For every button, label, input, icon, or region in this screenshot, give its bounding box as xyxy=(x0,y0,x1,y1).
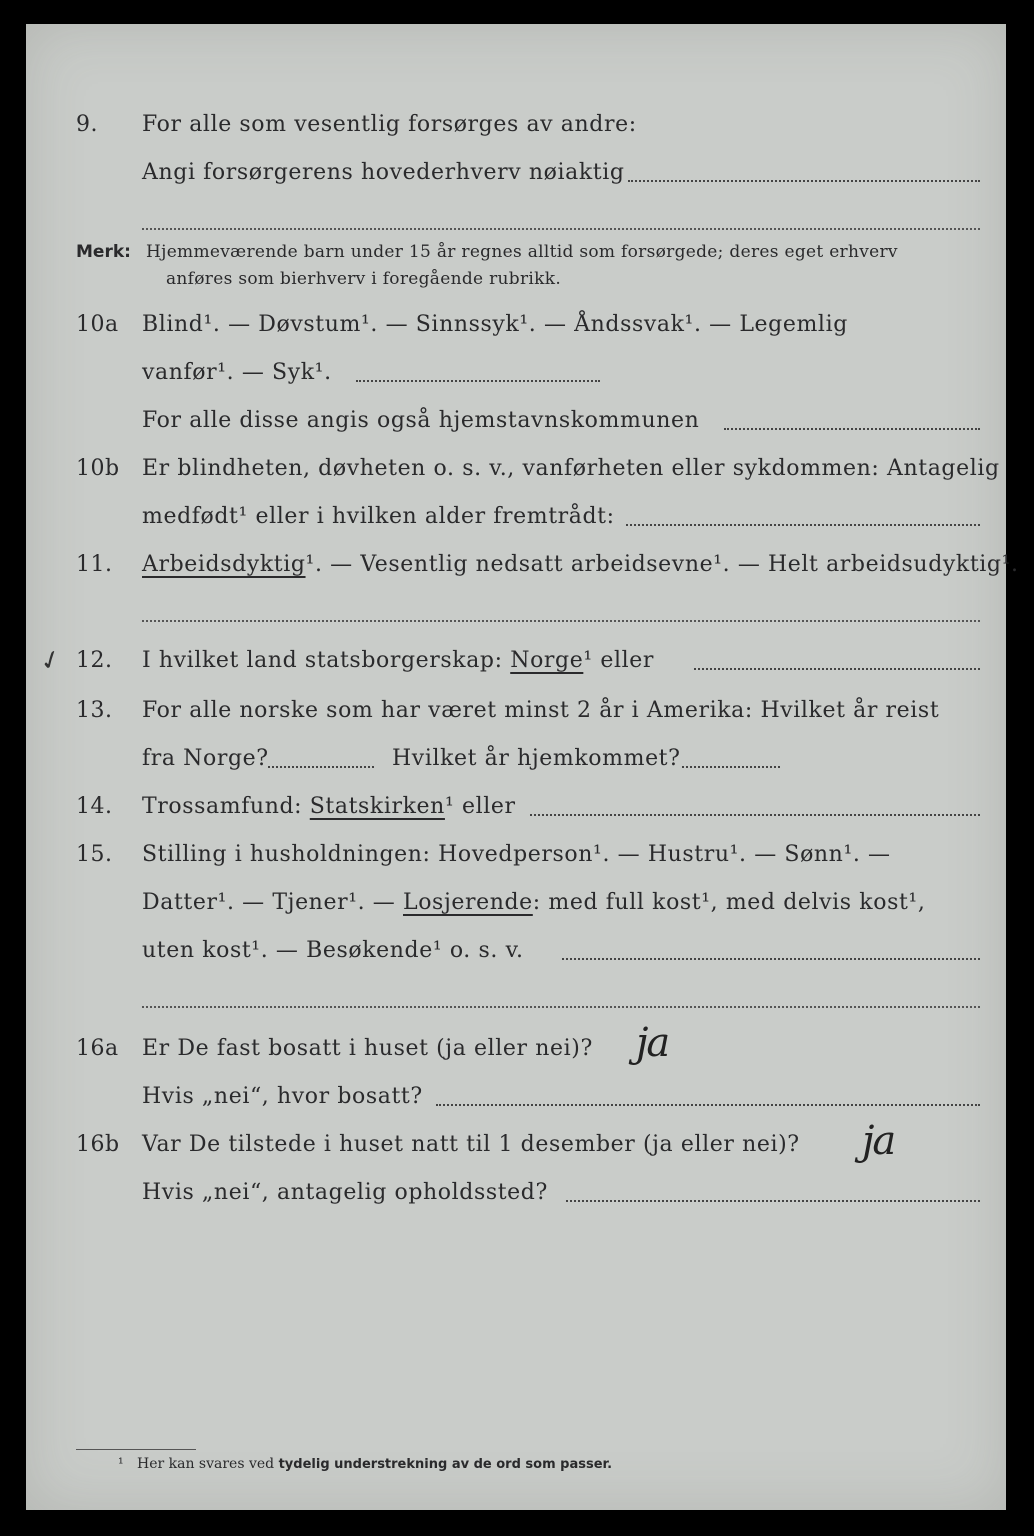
q10b-number: 10b xyxy=(76,456,120,481)
q15-line3: uten kost¹. — Besøkende¹ o. s. v. xyxy=(142,938,524,963)
q12-answer-line xyxy=(694,668,980,670)
q16a-line2: Hvis „nei“, hvor bosatt? xyxy=(142,1084,423,1109)
q11-underlined-answer: Arbeidsdyktig xyxy=(142,552,306,577)
q10a-line2: vanfør¹. — Syk¹. xyxy=(142,360,332,385)
merk-line1: Hjemmeværende barn under 15 år regnes alltid som forsørgede; deres eget erhverv xyxy=(146,242,898,262)
q11-line xyxy=(142,552,1019,577)
merk-label: Merk: xyxy=(76,242,131,262)
q12-number: 12. xyxy=(76,648,113,673)
q9-answer-line xyxy=(628,180,980,182)
q11-rest: ¹. — Vesentlig nedsatt arbeidsevne¹. — Helt arbeidsudyktig¹. xyxy=(305,552,1019,577)
q15-underlined-answer: Losjerende xyxy=(403,890,533,915)
merk-line2: anføres som bierhverv i foregående rubrikk. xyxy=(166,269,562,289)
q12-post: ¹ eller xyxy=(583,648,654,673)
q10b-answer-line xyxy=(626,524,980,526)
q15-line2-pre: Datter¹. — Tjener¹. — xyxy=(142,890,396,915)
q10a-home-line xyxy=(724,428,980,430)
q10a-number: 10a xyxy=(76,312,119,337)
q11-extra-line xyxy=(142,620,980,622)
q16a-number: 16a xyxy=(76,1036,119,1061)
q11-number: 11. xyxy=(76,552,113,577)
q9-number: 9. xyxy=(76,112,98,137)
q13-line1: For alle norske som har været minst 2 år i Amerika: Hvilket år reist xyxy=(142,698,940,723)
q13-departure-line xyxy=(268,766,374,768)
q14-pre: Trossamfund: xyxy=(142,794,303,819)
q10a-line3: For alle disse angis også hjemstavnskommunen xyxy=(142,408,700,433)
q16b-handwritten-answer: ja xyxy=(862,1118,895,1164)
q10b-line2: medfødt¹ eller i hvilken alder fremtrådt: xyxy=(142,504,615,529)
q14-line xyxy=(142,794,516,819)
q10a-answer-line xyxy=(356,380,600,382)
q16a-answer-line xyxy=(436,1104,980,1106)
q16b-number: 16b xyxy=(76,1132,120,1157)
footnote-mark: ¹ xyxy=(118,1456,124,1472)
q15-line1: Stilling i husholdningen: Hovedperson¹. — Hustru¹. — Sønn¹. — xyxy=(142,842,891,867)
q14-answer-line xyxy=(530,814,980,816)
check-mark: ✓ xyxy=(35,643,67,679)
q12-underlined-answer: Norge xyxy=(510,648,584,673)
q9-extra-line xyxy=(142,228,980,230)
q12-line xyxy=(142,648,654,673)
footnote-bold: tydelig understrekning av de ord som passer. xyxy=(278,1457,613,1472)
q10a-line1: Blind¹. — Døvstum¹. — Sinnssyk¹. — Åndssvak¹. — Legemlig xyxy=(142,312,848,337)
q14-number: 14. xyxy=(76,794,113,819)
q14-post: ¹ eller xyxy=(444,794,516,819)
q15-line2 xyxy=(142,890,925,915)
q14-underlined-answer: Statskirken xyxy=(309,794,445,819)
q13-line2a: fra Norge? xyxy=(142,746,269,771)
q13-line2b: Hvilket år hjemkommet? xyxy=(392,746,681,771)
footnote-divider xyxy=(76,1449,196,1450)
footnote-text: Her kan svares ved xyxy=(136,1456,275,1472)
q13-number: 13. xyxy=(76,698,113,723)
q15-line2-post: : med full kost¹, med delvis kost¹, xyxy=(532,890,926,915)
q15-extra-line xyxy=(142,1006,980,1008)
q10b-line1: Er blindheten, døvheten o. s. v., vanførheten eller sykdommen: Antagelig xyxy=(142,456,1000,481)
q9-line2: Angi forsørgerens hovederhverv nøiaktig xyxy=(142,160,625,185)
q15-number: 15. xyxy=(76,842,113,867)
census-form-page xyxy=(26,24,1019,1510)
q16b-answer-line xyxy=(566,1200,980,1202)
q16b-line1: Var De tilstede i huset natt til 1 desember (ja eller nei)? xyxy=(142,1132,800,1157)
q16a-line1: Er De fast bosatt i huset (ja eller nei)? xyxy=(142,1036,593,1061)
q13-return-line xyxy=(682,766,780,768)
footnote xyxy=(118,1456,612,1472)
q9-line1: For alle som vesentlig forsørges av andre: xyxy=(142,112,637,137)
q16b-line2: Hvis „nei“, antagelig opholdssted? xyxy=(142,1180,548,1205)
q12-pre: I hvilket land statsborgerskap: xyxy=(142,648,503,673)
q15-answer-line xyxy=(562,958,980,960)
q16a-handwritten-answer: ja xyxy=(636,1020,669,1066)
